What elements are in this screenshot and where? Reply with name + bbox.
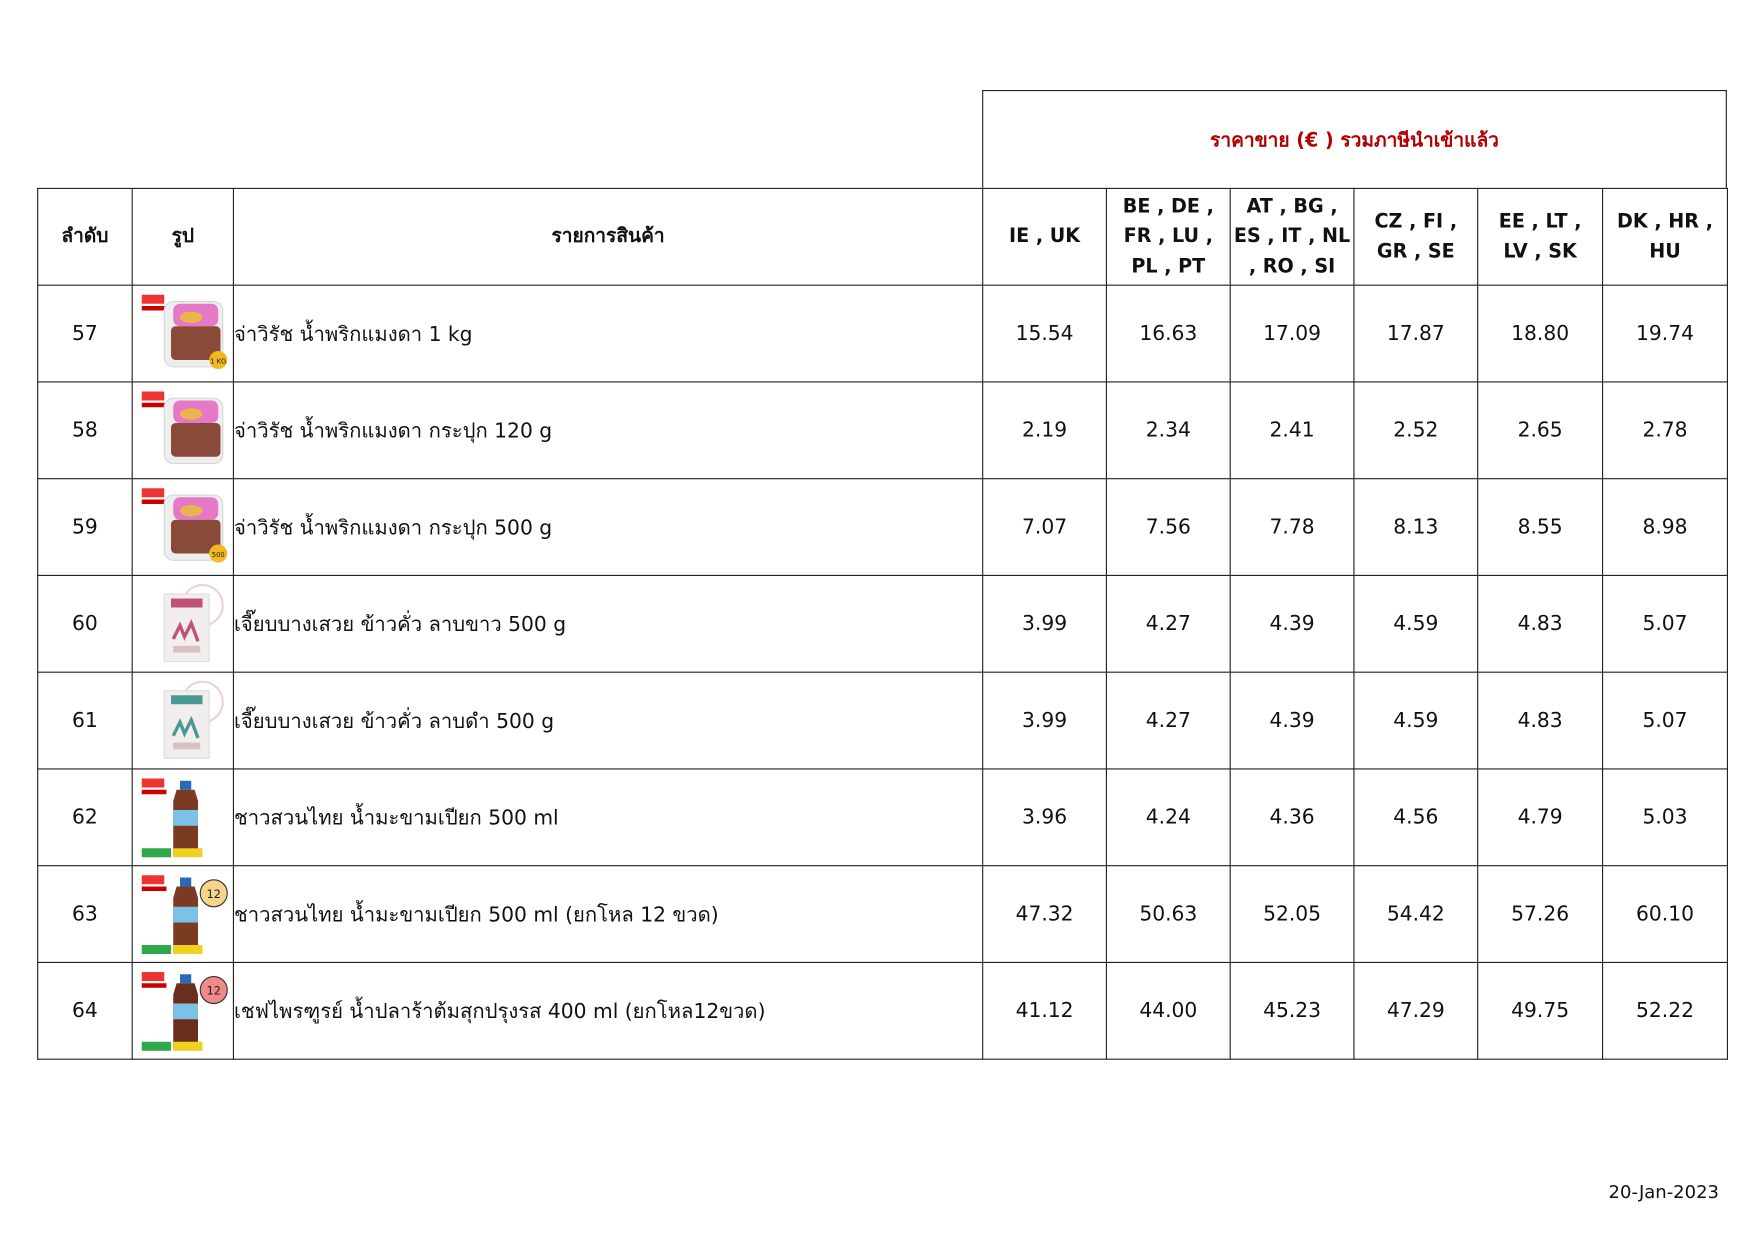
product-image-cell	[132, 866, 233, 963]
price-cell: 2.52	[1354, 382, 1478, 479]
header-line: , RO , SI	[1248, 255, 1336, 278]
price-cell: 2.65	[1478, 382, 1603, 479]
svg-text:1 KG: 1 KG	[210, 357, 227, 366]
product-image	[140, 680, 230, 763]
row-index: 58	[38, 382, 133, 479]
price-cell: 17.09	[1230, 285, 1354, 382]
row-index: 62	[38, 769, 133, 866]
price-cell: 8.55	[1478, 479, 1603, 576]
header-line: GR , SE	[1376, 240, 1455, 263]
header-line: HU	[1649, 240, 1681, 263]
product-name: เจี๊ยบบางเสวย ข้าวคั่ว ลาบขาว 500 g	[233, 575, 982, 672]
header-line: CZ , FI ,	[1374, 210, 1458, 234]
row-index: 57	[38, 285, 133, 382]
product-image-cell	[132, 285, 233, 382]
header-line: ES , IT , NL	[1233, 225, 1351, 248]
header-line: BE , DE ,	[1122, 195, 1214, 219]
price-cell: 50.63	[1106, 866, 1230, 963]
price-cell: 3.99	[983, 575, 1107, 672]
price-cell: 8.98	[1603, 479, 1728, 576]
header-image: รูป	[132, 188, 233, 285]
price-cell: 54.42	[1354, 866, 1478, 963]
product-image-cell	[132, 962, 233, 1059]
price-cell: 4.59	[1354, 672, 1478, 769]
price-cell: 4.24	[1106, 769, 1230, 866]
table-row	[38, 382, 1728, 479]
price-cell: 45.23	[1230, 962, 1354, 1059]
product-image-cell	[132, 382, 233, 479]
product-name: จ่าวิรัช น้ำพริกแมงดา 1 kg	[233, 285, 982, 382]
svg-text:12: 12	[206, 887, 221, 901]
product-image	[140, 486, 230, 569]
header-line: EE , LT ,	[1498, 210, 1582, 234]
product-image-cell	[132, 479, 233, 576]
price-cell: 49.75	[1478, 962, 1603, 1059]
table-row	[38, 866, 1728, 963]
table-row	[38, 479, 1728, 576]
price-cell: 60.10	[1603, 866, 1728, 963]
header-line: PL , PT	[1131, 255, 1206, 278]
product-image	[140, 873, 230, 956]
price-cell: 57.26	[1478, 866, 1603, 963]
row-index: 63	[38, 866, 133, 963]
header-line: DK , HR ,	[1617, 210, 1713, 234]
price-cell: 15.54	[983, 285, 1107, 382]
price-cell: 5.03	[1603, 769, 1728, 866]
header-line: LV , SK	[1503, 240, 1577, 263]
table-row	[38, 575, 1728, 672]
product-image-cell	[132, 672, 233, 769]
header-row	[38, 188, 1728, 285]
price-banner: ราคาขาย (€ ) รวมภาษีนำเข้าแล้ว	[982, 90, 1727, 188]
product-image-cell	[132, 769, 233, 866]
product-name: ชาวสวนไทย น้ำมะขามเปียก 500 ml (ยกโหล 12 ขวด)	[233, 866, 982, 963]
price-cell: 47.32	[983, 866, 1107, 963]
svg-text:500: 500	[211, 550, 225, 559]
product-name: จ่าวิรัช น้ำพริกแมงดา กระปุก 120 g	[233, 382, 982, 479]
header-region	[1354, 188, 1478, 285]
product-image	[140, 293, 230, 376]
product-image	[140, 583, 230, 666]
header-region	[1478, 188, 1603, 285]
product-image	[140, 389, 230, 472]
product-image	[140, 970, 230, 1053]
price-cell: 4.27	[1106, 575, 1230, 672]
header-line: FR , LU ,	[1123, 225, 1213, 248]
price-cell: 4.83	[1478, 575, 1603, 672]
price-cell: 4.36	[1230, 769, 1354, 866]
header-region	[1230, 188, 1354, 285]
header-line: AT , BG ,	[1246, 195, 1338, 219]
price-cell: 7.78	[1230, 479, 1354, 576]
price-cell: 4.39	[1230, 672, 1354, 769]
product-image	[140, 776, 230, 859]
price-cell: 7.56	[1106, 479, 1230, 576]
price-cell: 3.99	[983, 672, 1107, 769]
price-cell: 2.41	[1230, 382, 1354, 479]
price-cell: 4.27	[1106, 672, 1230, 769]
price-cell: 7.07	[983, 479, 1107, 576]
price-cell: 44.00	[1106, 962, 1230, 1059]
price-cell: 18.80	[1478, 285, 1603, 382]
price-table	[37, 188, 1728, 1060]
price-cell: 4.39	[1230, 575, 1354, 672]
header-region	[983, 188, 1107, 285]
price-cell: 8.13	[1354, 479, 1478, 576]
price-cell: 3.96	[983, 769, 1107, 866]
table-row	[38, 285, 1728, 382]
row-index: 59	[38, 479, 133, 576]
footer-date: 20-Jan-2023	[1608, 1181, 1719, 1203]
price-cell: 4.79	[1478, 769, 1603, 866]
table-row	[38, 672, 1728, 769]
row-index: 61	[38, 672, 133, 769]
price-cell: 2.34	[1106, 382, 1230, 479]
price-cell: 4.83	[1478, 672, 1603, 769]
header-line: IE , UK	[1009, 225, 1081, 248]
row-index: 60	[38, 575, 133, 672]
svg-text:12: 12	[206, 984, 221, 998]
product-name: เจี๊ยบบางเสวย ข้าวคั่ว ลาบดำ 500 g	[233, 672, 982, 769]
price-cell: 5.07	[1603, 672, 1728, 769]
price-cell: 16.63	[1106, 285, 1230, 382]
price-cell: 47.29	[1354, 962, 1478, 1059]
product-name: จ่าวิรัช น้ำพริกแมงดา กระปุก 500 g	[233, 479, 982, 576]
price-cell: 17.87	[1354, 285, 1478, 382]
price-cell: 4.59	[1354, 575, 1478, 672]
price-cell: 2.78	[1603, 382, 1728, 479]
product-image-cell	[132, 575, 233, 672]
price-cell: 41.12	[983, 962, 1107, 1059]
price-cell: 52.05	[1230, 866, 1354, 963]
table-row	[38, 962, 1728, 1059]
row-index: 64	[38, 962, 133, 1059]
product-name: ชาวสวนไทย น้ำมะขามเปียก 500 ml	[233, 769, 982, 866]
price-cell: 52.22	[1603, 962, 1728, 1059]
product-name: เชฟไพรฑูรย์ น้ำปลาร้าต้มสุกปรุงรส 400 ml (ยกโหล12ขวด)	[233, 962, 982, 1059]
header-index: ลำดับ	[38, 188, 133, 285]
header-product: รายการสินค้า	[233, 188, 982, 285]
price-cell: 5.07	[1603, 575, 1728, 672]
header-region	[1603, 188, 1728, 285]
price-cell: 19.74	[1603, 285, 1728, 382]
price-cell: 2.19	[983, 382, 1107, 479]
table-row	[38, 769, 1728, 866]
header-region	[1106, 188, 1230, 285]
price-cell: 4.56	[1354, 769, 1478, 866]
